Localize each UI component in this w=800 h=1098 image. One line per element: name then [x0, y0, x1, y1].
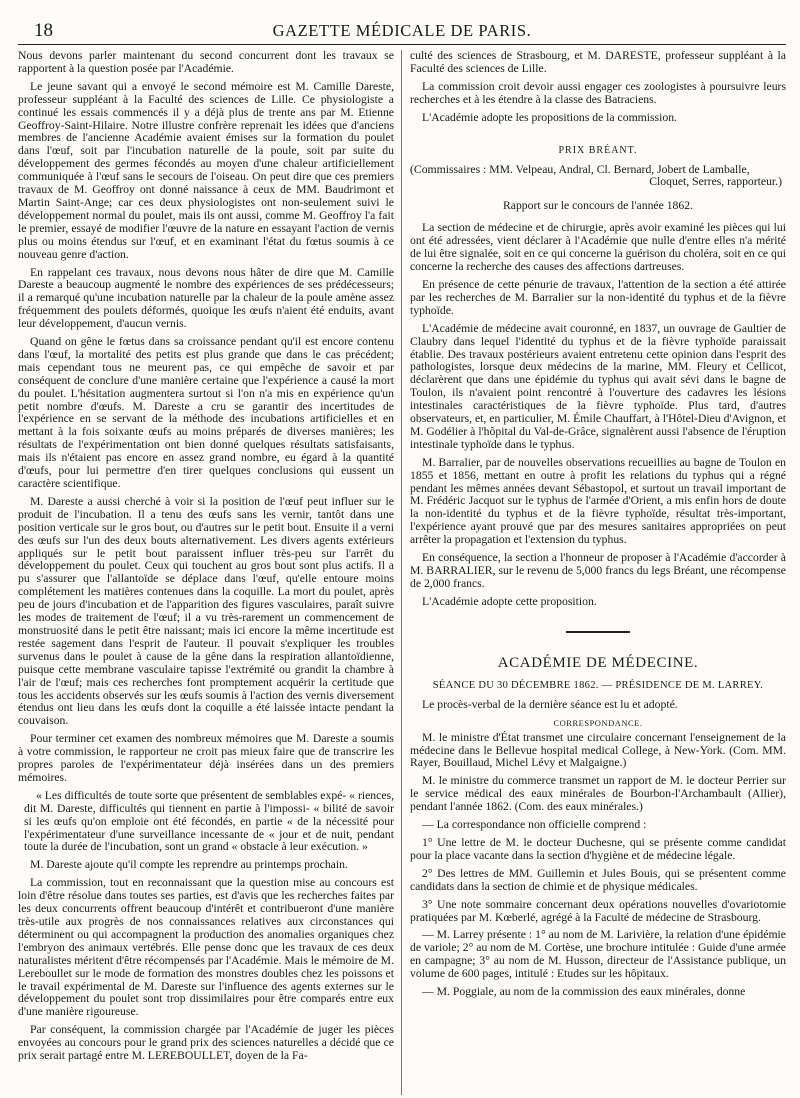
page-number: 18 — [34, 20, 53, 41]
adoption-note: L'Académie adopte les propositions de la commission. — [422, 110, 677, 124]
left-column — [18, 50, 402, 1095]
section-divider — [566, 631, 630, 633]
prize-heading: PRIX BRÉANT. — [558, 144, 638, 156]
correspondence-item: M. le ministre du commerce transmet un rapport de M. le docteur Perrier sur le service médical des eaux minérales de Bourbon-l'Archambault (Allier), pendant l'année 1862. (Com. des eaux minérales.) — [410, 774, 786, 814]
adoption-note: L'Académie adopte cette proposition. — [422, 594, 597, 608]
paragraph: Pour terminer cet examen des nombreux mémoires que M. Dareste a soumis à votre commission, le rapporteur ne croit pas mieux faire que de transcrire les propres paroles de l'expérimentateur déjà insérées dans un des premiers mémoires. — [18, 732, 394, 784]
paragraph: L'Académie de médecine avait couronné, en 1837, un ouvrage de Gaultier de Claubry dans lequel l'identité du typhus et de la fièvre typhoïde paraissait établie. Des travaux postérieurs avaient entretenu cette opinion dans l'esprit des pathologistes, lorsque deux médecins de la marine, MM. Fleury et Cellicot, déclarèrent que dans une épidémie du typhus qui avait sévi dans le bagne de Toulon, ils n'avaient point rencontré à l'ouverture des cadavres les lésions intestinales caractéristiques de la fièvre typhoïde. Plus tard, d'autres observateurs, et, en particulier, M. Émile Chauffart, à l'Hôtel-Dieu d'Avignon, et M. Godélier à l'hôpital du Val-de-Grâce, signalèrent aussi l'absence de l'éruption intestinale typhoïde dans le typhus. — [410, 321, 786, 451]
paragraph: La commission croit devoir aussi engager ces zoologistes à poursuivre leurs recherches et à les étendre à la classe des Batraciens. — [410, 79, 786, 106]
report-title: Rapport sur le concours de l'année 1862. — [502, 199, 694, 213]
correspondence-item: 3° Une note sommaire concernant deux opérations nouvelles d'ovariotomie pratiquées par M. Kœberlé, agrégé à la Faculté de médecine de Strasbourg. — [410, 897, 786, 924]
correspondence-item: M. le ministre d'État transmet une circulaire concernant l'enseignement de la médecine dans le Bellevue hospital medical College, à New-York. (Com. MM. Rayer, Bouillaud, Michel Lévy et Malgaigne.) — [410, 730, 786, 770]
paragraph: Par conséquent, la commission chargée par l'Académie de juger les pièces envoyées au concours pour le grand prix des sciences naturelles a décidé que ce prix serait partagé entre M. LEREBOULLET, doyen de la Fa- — [18, 1023, 394, 1063]
paragraph: Le jeune savant qui a envoyé le second mémoire est M. Camille Dareste, professeur suppléant à la Faculté des sciences de Lille. Ce physiologiste a continué les essais commencés il y a déjà plus de trente ans par M. Etienne Geoffroy-Saint-Hilaire. Notre illustre confrère reprenait les idées que d'anciens membres de l'ancienne Académie avaient émises sur la formation du poulet dans l'œuf, soit par l'incubation naturelle de la poule, soit par suite du développement des germes fécondés au moyen d'une chaleur artificiellement communiquée à l'œuf sans le secours de l'oiseau. On peut dire que ces premiers travaux de M. Geoffroy ont donné naissance à ceux de MM. Baudrimont et Martin Saint-Ange; car ces deux physiologistes ont non-seulement suivi le développement normal du poulet, mais ils ont aussi, comme M. Geoffroy l'a fait le premier, essayé de modifier l'œuvre de la nature en essayant l'action de vernis plus ou moins étendus sur l'œuf, et en examinant l'état du fœtus soumis à ce nouveau genre d'action. — [18, 79, 394, 261]
paragraph: Nous devons parler maintenant du second concurrent dont les travaux se rapportent à la question posée par l'Académie. — [18, 50, 394, 75]
quotation: « Les difficultés de toute sorte que présentent de semblables expé- « riences, dit M. Dareste, difficultés qui tiennent en partie à l'impossi- « bilité de savoir si les œufs qu'on emploie ont été fécondés, en partie « de la nécessité pour l'expérimentateur d'une surveillance incessante de « jour et de nuit, pendant toute la durée de l'incubation, sont un grand « obstacle à leur exécution. » — [24, 788, 394, 854]
paragraph: La commission, tout en reconnaissant que la question mise au concours est loin d'être résolue dans toutes ses parties, est d'avis que les recherches faites par les deux concurrents offrent beaucoup d'intérêt et contribueront d'une manière très-utile aux progrès de nos connaissances relatives aux circonstances qui déterminent ou qui accompagnent la production des anomalies organiques chez l'embryon des animaux vertébrés. Elle pense donc que les travaux de ces deux naturalistes méritent d'être récompensés par l'Académie. Mais le mémoire de M. Lereboullet sur le mode de formation des monstres doubles chez les poissons et le travail expérimental de M. Dareste sur l'influence des agents externes sur le développement du poulet sont trop dissimilaires pour être comparés entre eux d'une manière rigoureuse. — [18, 876, 394, 1019]
correspondence-item: — La correspondance non officielle comprend : — [422, 818, 647, 832]
correspondence-item: — M. Larrey présente : 1° au nom de M. Larivière, la relation d'une épidémie de variole; 2° au nom de M. Cortèse, une brochure intitulée : Guide d'une armée en campagne; 3° au nom de M. Husson, directeur de l'Assistance publique, un volume de 600 pages, intitulé : Etudes sur les hôpitaux. — [410, 928, 786, 981]
paragraph: M. Dareste ajoute qu'il compte les reprendre au printemps prochain. — [30, 858, 348, 872]
paragraph: En présence de cette pénurie de travaux, l'attention de la section a été attirée par les recherches de M. Barralier sur la non-identité du typhus et de la fièvre typhoïde. — [410, 277, 786, 317]
paragraph: La section de médecine et de chirurgie, après avoir examiné les pièces qui lui ont été adressées, vient déclarer à l'Académie que nulle d'entre elles n'a mérité de lui être signalée, soit en ce qui concerne la guérison du choléra, soit en ce qui concerne la recherche des causes des affections dartreuses. — [410, 221, 786, 274]
page-header — [18, 14, 786, 45]
paragraph: Le procès-verbal de la dernière séance est lu et adopté. — [422, 697, 678, 711]
academy-heading: ACADÉMIE DE MÉDECINE. — [497, 654, 699, 671]
paragraph: M. Barralier, par de nouvelles observations recueillies au bagne de Toulon en 1855 et 1856, mettant en outre à profit les relations du typhus qui a régné pendant les mêmes années devant Sébastopol, et surtout un travail important de M. Frédéric Jacquot sur le typhus de l'armée d'Orient, a mis enfin hors de doute la non-identité du typhus et de la fièvre typhoïde, résultat très-important, l'expérience ayant prouvé que par des mesures sanitaires appropriées on peut arrêter la propagation et l'extension du typhus. — [410, 455, 786, 547]
journal-title: GAZETTE MÉDICALE DE PARIS. — [272, 21, 532, 40]
columns — [18, 50, 786, 1095]
correspondence-item: 1° Une lettre de M. le docteur Duchesne, qui se présente comme candidat pour la place vacante dans la section d'hygiène et de médecine légale. — [410, 835, 786, 862]
commissioners-line: Cloquet, Serres, rapporteur.) — [649, 175, 782, 189]
correspondence-heading: CORRESPONDANCE. — [553, 717, 643, 728]
commissioners-line: (Commissaires : MM. Velpeau, Andral, Cl. Bernard, Jobert de Lamballe, — [410, 162, 750, 176]
paragraph: M. Dareste a aussi cherché à voir si la position de l'œuf peut influer sur le produit de l'incubation. Il a tenu des œufs sans les vernir, tantôt dans une position verticale sur le gros bout, ou d'autres sur le petit bout. Ensuite il a verni des œufs sur l'un des deux bouts alternativement. Les divers agents extérieurs appliqués sur le petit bout paraissent influer très-peu sur l'arrêt du développement du poulet. Ceux qui touchent au gros bout sont plus actifs. Il a pu s'assurer que l'allantoïde se déplace dans l'œuf, qu'elle entoure moins complétement les matières contenues dans la coquille. La mort du poulet, après peu de jours d'incubation et de l'apparition des figures vasculaires, paraît suivre les modes de traitement de l'œuf; il a vu très-rarement un commencement de monstruosité dans le petit être naissant; mais ici encore la même incertitude est restée sagement dans l'esprit de l'auteur. Il pouvait s'expliquer les troubles survenus dans le poulet à cause de la gêne dans la respiration allantoïdienne, puisque cette membrane vasculaire tapisse l'extrémité ou grandit la chambre à l'air de l'œuf; mais ces recherches font promptement acquérir la certitude que tous les accidents observés sur les œufs soumis à l'action des vernis diversement étendus ont lieu dans les œufs dont la coquille a été laissée intacte pendant la couvaison. — [18, 494, 394, 728]
paragraph: En conséquence, la section a l'honneur de proposer à l'Académie d'accorder à M. BARRALIER, sur le revenu de 5,000 francs du legs Bréant, une récompense de 2,000 francs. — [410, 551, 786, 590]
right-column — [402, 50, 786, 1095]
correspondence-item: — M. Poggiale, au nom de la commission des eaux minérales, donne — [422, 985, 746, 999]
paragraph: Quand on gêne le fœtus dans sa croissance pendant qu'il est encore contenu dans l'œuf, la mortalité des petits est plus grande que dans le cas précédent; mais cependant tous ne meurent pas, ce qui empêche de savoir et par conséquent de conclure d'une manière certaine que l'expérience a causé la mort du poulet. L'hésitation augmentera surtout si l'on n'a mis en expérience qu'un petit nombre d'œufs. M. Dareste a cru se garantir des incertitudes de l'expérience en se servant de la méthode des incubations artificielles et en mettant à la fois soixante œufs au moins préparés de diverses manières; les résultats de l'expérimentation ont bien donné quelques résultats satisfaisants, mais ils n'étaient pas encore en assez grand nombre, eu égard à la quantité d'œufs, pour lui permettre d'en tirer quelques conclusions qui eussent un caractère scientifique. — [18, 335, 394, 490]
session-line: SÉANCE DU 30 DÉCEMBRE 1862. — PRÉSIDENCE DE M. LARREY. — [432, 679, 764, 691]
paragraph: culté des sciences de Strasbourg, et M. DARESTE, professeur suppléant à la Faculté des sciences de Lille. — [410, 50, 786, 75]
paragraph: En rappelant ces travaux, nous devons nous hâter de dire que M. Camille Dareste a beaucoup augmenté le nombre des expériences de ses prédécesseurs; il a remarqué qu'une incubation naturelle par la chaleur de la poule amène assez fréquemment des poulets déformés, quoique les œufs n'aient été enduits, avant leur développement, d'aucun vernis. — [18, 265, 394, 331]
correspondence-item: 2° Des lettres de MM. Guillemin et Jules Bouis, qui se présentent comme candidats dans la section de chimie et de physique médicales. — [410, 866, 786, 893]
commissioners — [410, 164, 786, 190]
